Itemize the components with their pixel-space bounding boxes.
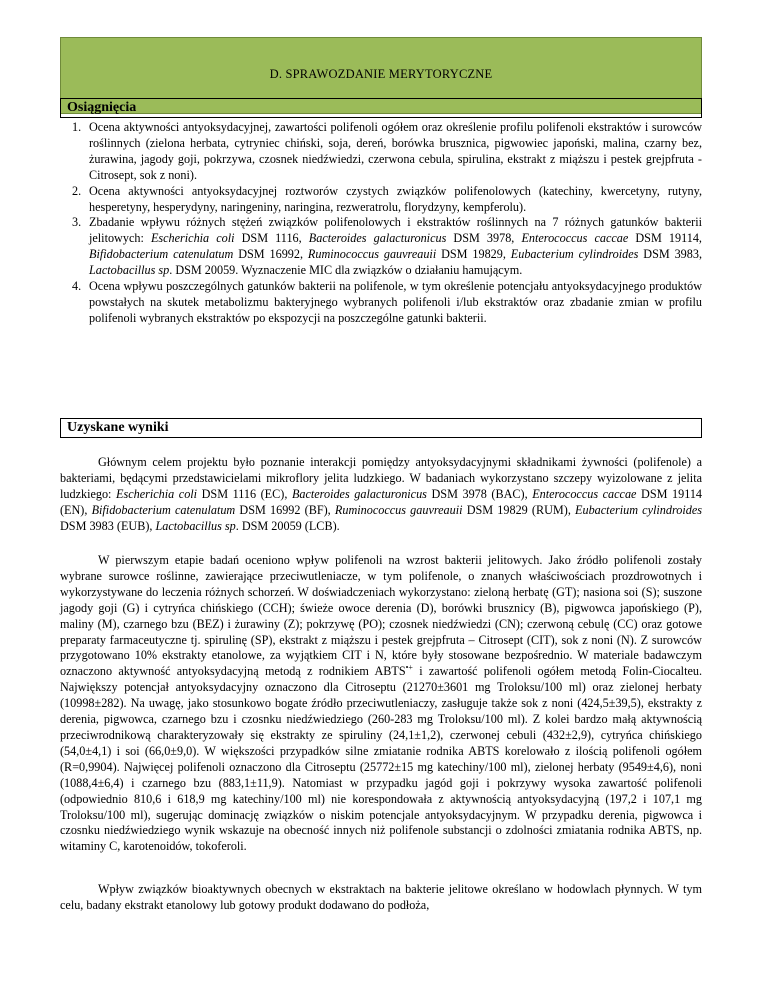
section-heading-results [60, 418, 702, 438]
list-item [60, 120, 702, 184]
results-paragraph-3: Wpływ związków bioaktywnych obecnych w ekstraktach na bakterie jelitowe określano w hodowlach płynnych. W tym celu, badany ekstrakt etanolowy lub gotowy produkt dodawano do podłoża, [60, 882, 702, 912]
list-number: 1. [72, 120, 82, 134]
list-text: Ocena aktywności antyoksydacyjnej, zawartości polifenoli ogółem oraz określenie profilu polifenoli ekstraktów i surowców roślinnych (zielona herbata, cytryniec chiński, soja, dereń, borówka brusznica, pigwowiec japoński, malina, czarny bez, żurawina, jagody goji, pokrzywa, czosnek niedźwiedzi, czerwona cebula, spirulina, ekstrakt z miąższu i pestek grejpfruta - Citrosept, sok z noni). [89, 120, 702, 182]
list-item [60, 215, 702, 279]
list-item [60, 184, 702, 216]
banner-title: D. SPRAWOZDANIE MERYTORYCZNE [269, 67, 493, 81]
list-text: Ocena wpływu poszczególnych gatunków bakterii na polifenole, w tym określenie potencjału antyoksydacyjnego produktów powstałych na skutek metabolizmu bakteryjnego wybranych polifenoli i/lub ekstraktów oraz zbadanie zmian w profilu polifenoli wybranych ekstraktów po ekspozycji na poszczególne gatunki bakterii. [89, 279, 702, 325]
list-item [60, 279, 702, 327]
list-number: 4. [72, 279, 82, 294]
list-text: Ocena aktywności antyoksydacyjnej roztworów czystych związków polifenolowych (katechiny, kwercetyny, rutyny, hesperetyny, hesperydyny, naringeniny, naringina, rezweratrolu, florydzyny, kempferolu). [89, 183, 702, 214]
section-title: Osiągnięcia [67, 100, 137, 115]
list-number: 3. [72, 215, 82, 230]
list-number: 2. [72, 183, 82, 198]
results-paragraph-2: W pierwszym etapie badań oceniono wpływ polifenoli na wzrost bakterii jelitowych. Jako źródło polifenoli zostały wybrane surowce roślinne, zawierające przeciwutleniacze, w tym polifenole, o znanych właściwościach prozdrowotnych i wykorzystywane do leczenia różnych schorzeń. W doświadczeniach wykorzystano: zieloną herbatę (GT); nasiona soi (S); suszone jagody goji (G) i cytryńca chińskiego (CCH); świeże owoce derenia (D), borówki brusznicy (B), pigwowca japońskiego (P), maliny (M), czarnego bzu (BEZ) i żurawiny (Z); pokrzywę (PO); czosnek niedźwiedzi (CN); czerwoną cebulę (CC) oraz gotowe preparaty farmaceutyczne tj. spirulinę (SP), ekstrakt z miąższu i pestek grejpfruta – Citrosept (CIT), sok z noni (N). Z surowców przygotowano 10% ekstrakty etanolowe, za wyjątkiem CIT i N, które były stosowane bezpośrednio. W materiale badawczym oznaczono aktywność antyoksydacyjną metodą z rodnikiem ABTS•+ i zawartość polifenoli ogółem metodą Folin-Ciocalteu. Największy potencjał antyoksydacyjny oznaczono dla Citroseptu (21270±3601 mg Troloksu/100 ml) oraz zielonej herbaty (10998±282). Na uwagę, jako stosunkowo bogate źródło przeciwutleniaczy, zasługuje także sok z noni (424,5±39,5), ekstrakty z derenia, pigwowca, czarnego bzu i czosnku niedźwiedziego (260-283 mg Troloksu/100 ml). Z kolei bardzo małą aktywnością przeciwrodnikową charakteryzowały się ekstrakty ze spiruliny (24,1±1,2), czerwonej cebuli (432±2,9), cytryńca chińskiego (54,0±4,1) i soi (66,0±9,0). W większości przypadków silne zmiatanie rodnika ABTS korelowało z ilością polifenoli ogółem (R=0,9904). Najwięcej polifenoli oznaczono dla Citroseptu (25772±15 mg katechiny/100 ml), zielonej herbaty (9549±4,6), noni (1088,4±6,4) i czarnego bzu (883,1±11,9). Natomiast w przypadku jagód goji i pokrzywy wysoka zawartość polifenoli (odpowiednio 810,6 i 618,9 mg katechiny/100 ml) nie korespondowała z aktywnością antyoksydacyjną (197,2 i 107,1 mg Troloksu/100 ml), sugerując dominację związków o niskim potencjale antyoksydacyjnym. W przypadku derenia, pigwowca i czosnku niedźwiedziego wynik wskazuje na obecność innych niż polifenole substancji o zdolności zmiatania rodnika ABTS, np. witaminy C, karotenoidów, tokoferoli. [60, 553, 702, 854]
section-heading-achievements [60, 98, 702, 118]
list-text: Zbadanie wpływu różnych stężeń związków polifenolowych i ekstraktów roślinnych na 7 różnych gatunków bakterii jelitowych: Escherichia coli DSM 1116, Bacteroides galacturonicus DSM 3978, Enterococcus caccae DSM 19114, Bifidobacterium catenulatum DSM 16992, Ruminococcus gauvreauii DSM 19829, Eubacterium cylindroides DSM 3983, Lactobacillus sp. DSM 20059. Wyznaczenie MIC dla związków o działaniu hamującym. [89, 215, 703, 278]
section-title: Uzyskane wyniki [67, 420, 169, 435]
results-paragraph-1: Głównym celem projektu było poznanie interakcji pomiędzy antyoksydacyjnymi składnikami żywności (polifenole) a bakteriami, będącymi przedstawicielami mikroflory jelita ludzkiego. W badaniach wykorzystano szczepy wyizolowane z jelita ludzkiego: Escherichia coli DSM 1116 (EC), Bacteroides galacturonicus DSM 3978 (BAC), Enterococcus caccae DSM 19114 (EN), Bifidobacterium catenulatum DSM 16992 (BF), Ruminococcus gauvreauii DSM 19829 (RUM), Eubacterium cylindroides DSM 3983 (EUB), Lactobacillus sp. DSM 20059 (LCB). [60, 455, 703, 533]
achievements-list [60, 120, 702, 327]
